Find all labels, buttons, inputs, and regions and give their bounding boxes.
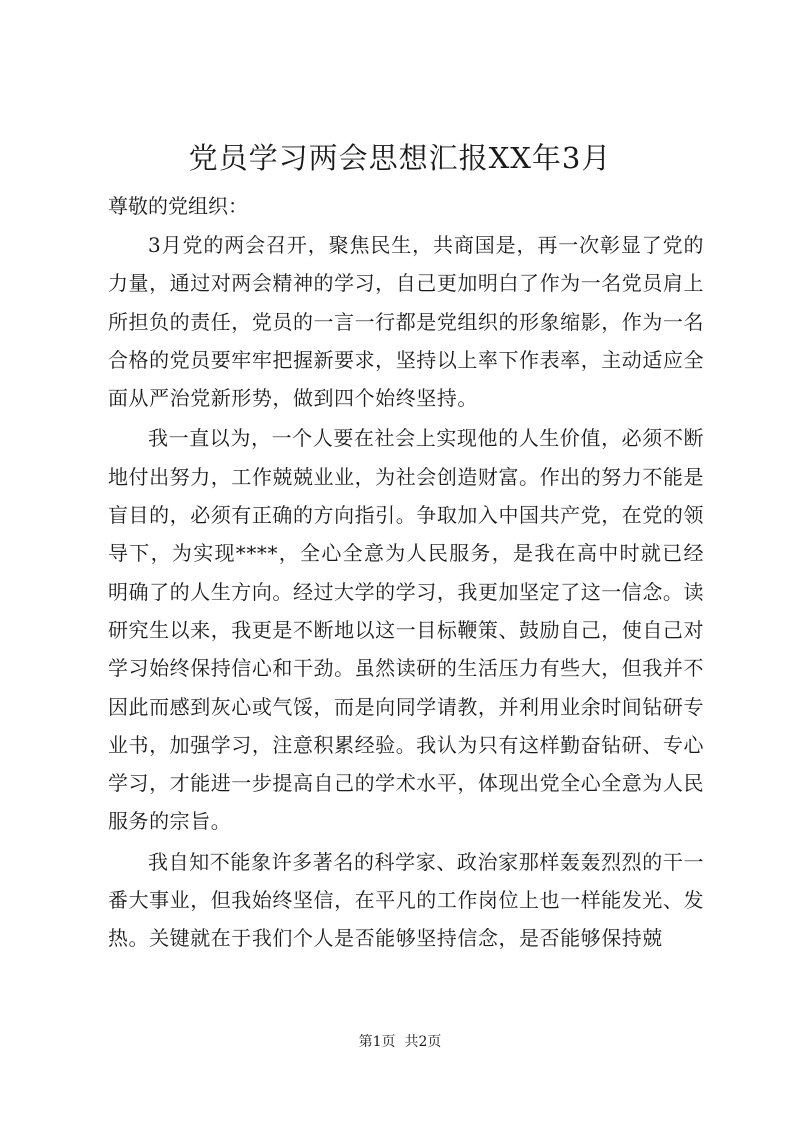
paragraph-1: 3月党的两会召开，聚焦民生，共商国是，再一次彰显了党的力量，通过对两会精神的学习，自己更加明白了作为一名党员肩上所担负的责任，党员的一言一行都是党组织的形象缩影，作为一名合格的党员要牢牢把握新要求，坚持以上率下作表率，主动适应全面从严治党新形势，做到四个始终坚持。 [108,233,704,411]
salutation: 尊敬的党组织： [108,194,248,218]
document-title: 党员学习两会思想汇报XX年3月 [188,141,612,175]
document-body [108,226,704,960]
page-footer: 第1页 共2页 [358,1034,442,1050]
paragraph-3: 我自知不能象许多著名的科学家、政治家那样轰轰烈烈的干一番大事业，但我始终坚信，在平凡的工作岗位上也一样能发光、发热。关键就在于我们个人是否能够坚持信念，是否能够保持兢 [108,849,704,951]
paragraph-2: 我一直以为，一个人要在社会上实现他的人生价值，必须不断地付出努力，工作兢兢业业，为社会创造财富。作出的努力不能是盲目的，必须有正确的方向指引。争取加入中国共产党，在党的领导下，为实现****，全心全意为人民服务，是我在高中时就已经明确了的人生方向。经过大学的学习，我更加坚定了这一信念。读研究生以来，我更是不断地以这一目标鞭策、鼓励自己，使自己对学习始终保持信心和干劲。虽然读研的生活压力有些大，但我并不因此而感到灰心或气馁，而是向同学请教，并利用业余时间钻研专业书，加强学习，注意积累经验。我认为只有这样勤奋钻研、专心学习，才能进一步提高自己的学术水平，体现出党全心全意为人民服务的宗旨。 [108,426,704,834]
